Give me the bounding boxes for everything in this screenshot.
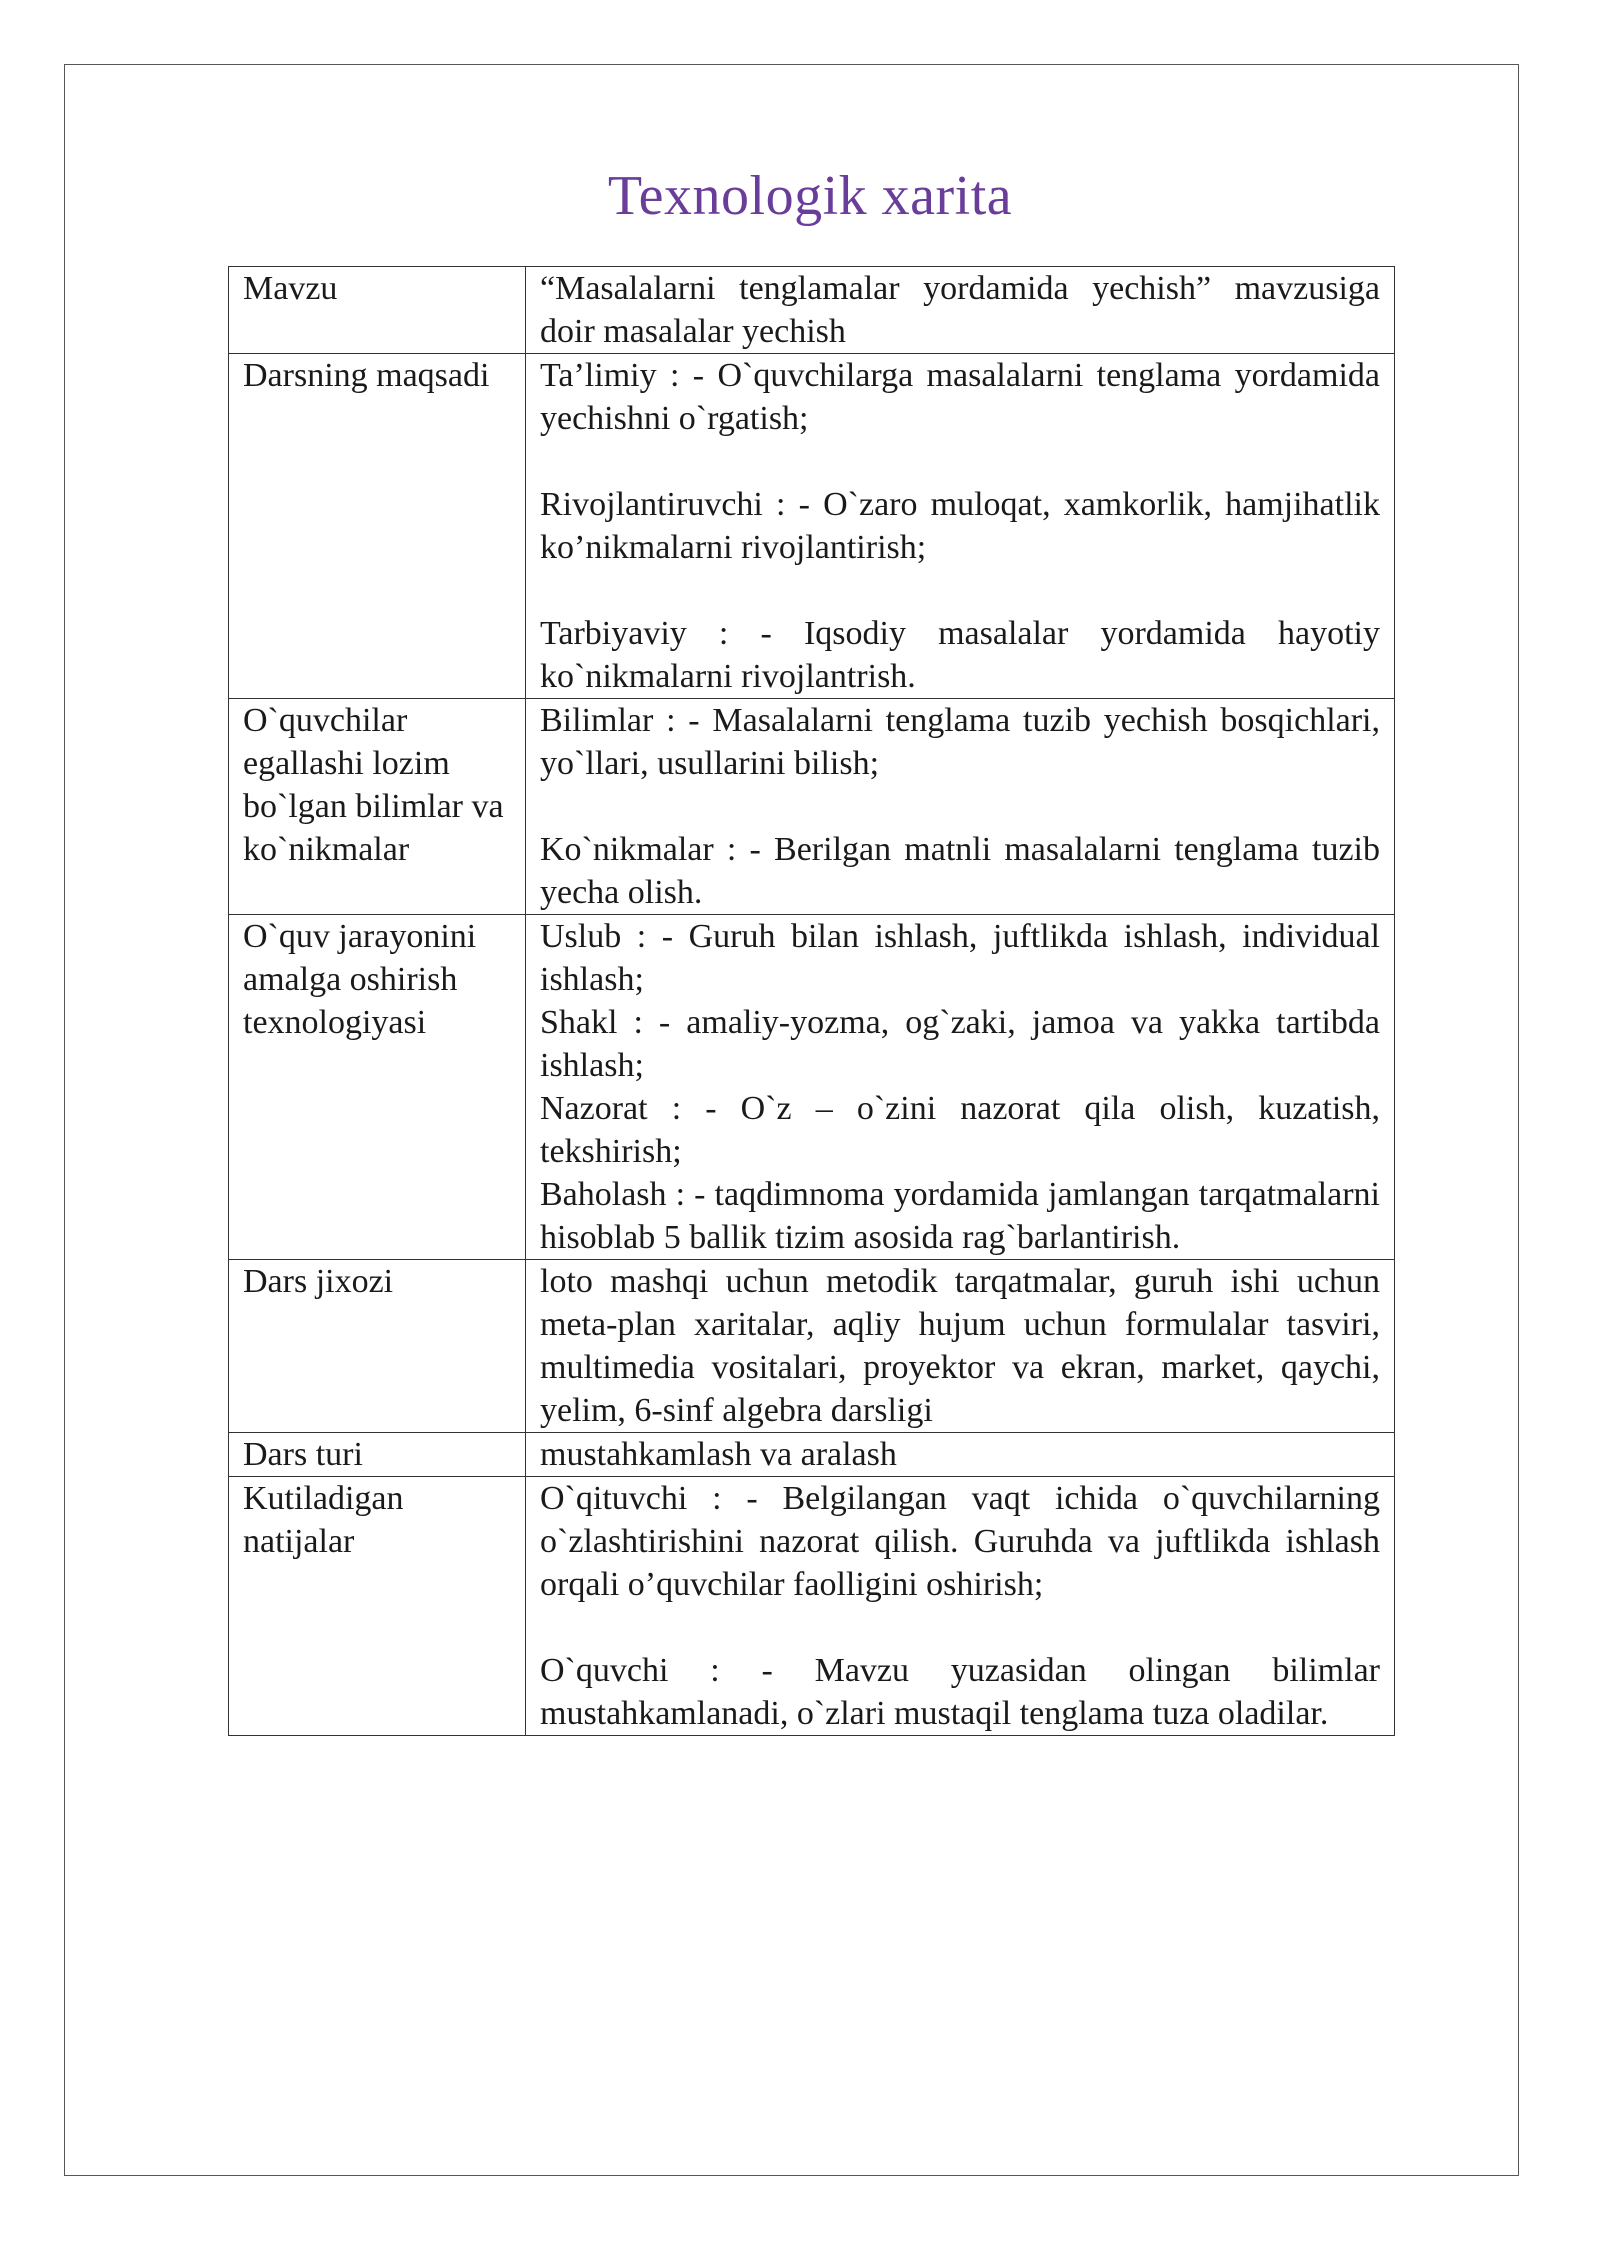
table-row — [229, 915, 1395, 1260]
table-row — [229, 1433, 1395, 1477]
document-title: Texnologik xarita — [607, 165, 1013, 227]
content-paragraph: Baholash : - taqdimnoma yordamida jamlangan tarqatmalarni hisoblab 5 ballik tizim asosida rag`barlantirish. — [540, 1176, 1380, 1256]
table-row — [229, 699, 1395, 915]
row-label: Dars jixozi — [229, 1260, 526, 1433]
row-label: Dars turi — [229, 1433, 526, 1477]
technology-map-table — [228, 266, 1395, 1736]
paragraph-spacer — [540, 440, 1380, 483]
table-row — [229, 1477, 1395, 1736]
table-row — [229, 267, 1395, 354]
content-paragraph: “Masalalarni tenglamalar yordamida yechish” mavzusiga doir masalalar yechish — [540, 270, 1380, 350]
content-paragraph: loto mashqi uchun metodik tarqatmalar, guruh ishi uchun meta-plan xaritalar, aqliy hujum uchun formulalar tasviri, multimedia vositalari, proyektor va ekran, market, qaychi, yelim, 6-sinf algebra darsligi — [540, 1263, 1380, 1429]
content-paragraph: mustahkamlash va aralash — [540, 1436, 897, 1473]
row-label: O`quv jarayonini amalga oshirish texnologiyasi — [229, 915, 526, 1260]
content-paragraph: Tarbiyaviy : - Iqsodiy masalalar yordamida hayotiy ko`nikmalarni rivojlantrish. — [540, 615, 1380, 695]
content-paragraph: Nazorat : - O`z – o`zini nazorat qila olish, kuzatish, tekshirish; — [540, 1090, 1380, 1170]
row-content — [526, 354, 1395, 699]
paragraph-spacer — [540, 1606, 1380, 1649]
content-paragraph: Ta’limiy : - O`quvchilarga masalalarni tenglama yordamida yechishni o`rgatish; — [540, 357, 1380, 437]
content-paragraph: Ko`nikmalar : - Berilgan matnli masalalarni tenglama tuzib yecha olish. — [540, 831, 1380, 911]
content-paragraph: Bilimlar : - Masalalarni tenglama tuzib yechish bosqichlari, yo`llari, usullarini bilish; — [540, 702, 1380, 782]
content-paragraph: Rivojlantiruvchi : - O`zaro muloqat, xamkorlik, hamjihatlik ko’nikmalarni rivojlantirish; — [540, 486, 1380, 566]
row-label: Darsning maqsadi — [229, 354, 526, 699]
table-body — [229, 267, 1395, 1736]
row-label: Mavzu — [229, 267, 526, 354]
table-row — [229, 1260, 1395, 1433]
row-content — [526, 1433, 1395, 1477]
row-content — [526, 699, 1395, 915]
row-content — [526, 1477, 1395, 1736]
paragraph-spacer — [540, 785, 1380, 828]
table-row — [229, 354, 1395, 699]
row-content — [526, 915, 1395, 1260]
paragraph-spacer — [540, 569, 1380, 612]
content-paragraph: O`qituvchi : - Belgilangan vaqt ichida o`quvchilarning o`zlashtirishini nazorat qilish. Guruhda va juftlikda ishlash orqali o’quvchilar faolligini oshirish; — [540, 1480, 1380, 1603]
row-label: O`quvchilar egallashi lozim bo`lgan bilimlar va ko`nikmalar — [229, 699, 526, 915]
row-content — [526, 1260, 1395, 1433]
row-content — [526, 267, 1395, 354]
content-paragraph: O`quvchi : - Mavzu yuzasidan olingan bilimlar mustahkamlanadi, o`zlari mustaqil tenglama tuza oladilar. — [540, 1652, 1380, 1732]
content-paragraph: Shakl : - amaliy-yozma, og`zaki, jamoa va yakka tartibda ishlash; — [540, 1004, 1380, 1084]
content-paragraph: Uslub : - Guruh bilan ishlash, juftlikda ishlash, individual ishlash; — [540, 918, 1380, 998]
row-label: Kutiladigan natijalar — [229, 1477, 526, 1736]
